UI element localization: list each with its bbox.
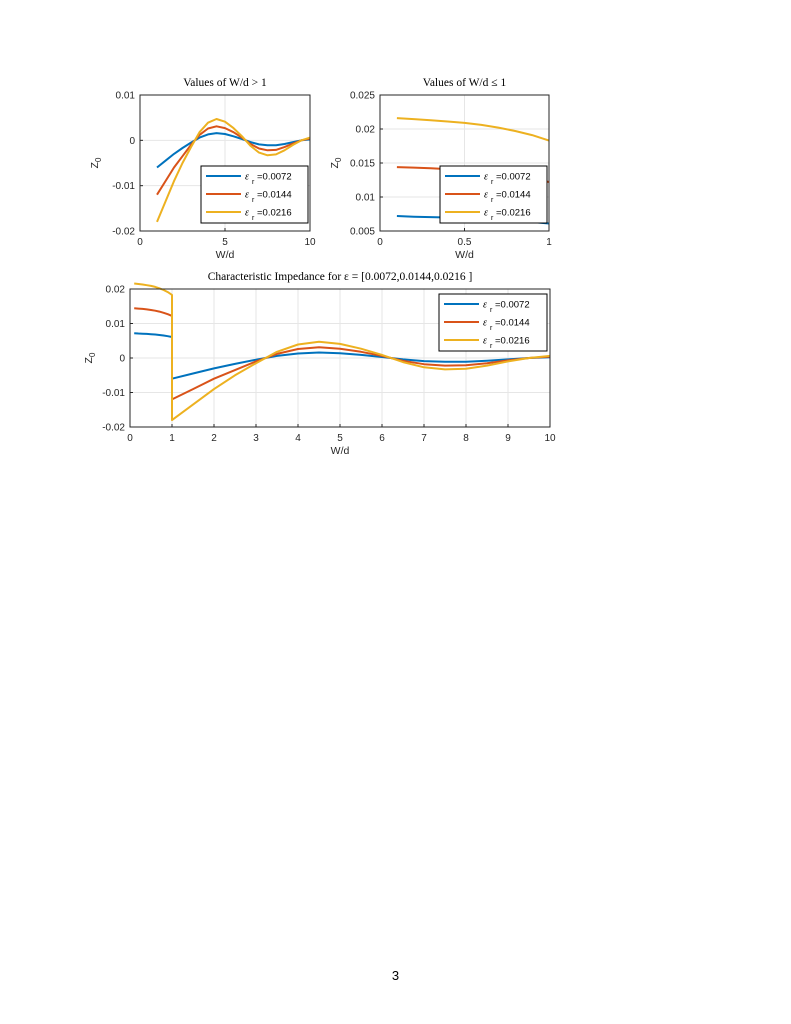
legend-epsilon: ε <box>484 189 488 201</box>
legend-subscript: r <box>490 343 493 350</box>
x-axis-label: W/d <box>215 249 235 261</box>
legend-subscript: r <box>491 179 494 186</box>
chart-title: Values of W/d ≤ 1 <box>422 77 507 89</box>
legend-epsilon: ε <box>484 171 488 183</box>
chart-3 <box>83 271 556 457</box>
y-tick-label: 0 <box>119 353 125 365</box>
x-tick-label: 3 <box>253 433 259 444</box>
legend-label-1: =0.0072 <box>257 171 292 183</box>
legend-subscript: r <box>491 197 494 204</box>
legend-label-2: =0.0144 <box>495 317 530 329</box>
x-tick-label: 5 <box>222 237 228 248</box>
x-tick-label: 1 <box>169 433 175 444</box>
legend-subscript: r <box>490 307 493 314</box>
x-tick-label: 6 <box>379 433 385 444</box>
legend <box>439 294 547 351</box>
y-tick-label: 0.015 <box>349 158 375 170</box>
x-tick-label: 1 <box>546 237 552 248</box>
legend-label-3: =0.0216 <box>495 335 530 347</box>
legend-subscript: r <box>252 215 255 222</box>
x-tick-label: 10 <box>304 237 316 248</box>
y-tick-label: 0.02 <box>105 284 125 296</box>
y-axis-label: $Z_0$ <box>89 157 103 169</box>
page-number: 3 <box>391 968 400 983</box>
x-tick-label: 7 <box>421 433 427 444</box>
chart-title: Values of W/d > 1 <box>183 77 267 89</box>
x-tick-label: 0 <box>127 433 133 444</box>
y-tick-label: 0.025 <box>349 90 375 102</box>
y-tick-label: 0.01 <box>105 319 125 330</box>
legend-epsilon: ε <box>483 335 487 347</box>
chart-title: Characteristic Impedance for ε = [0.0072,0.0144,0.0216 ] <box>207 271 473 283</box>
y-tick-label: 0.01 <box>355 192 375 204</box>
y-tick-label: -0.01 <box>102 388 125 399</box>
legend-subscript: r <box>490 325 493 332</box>
legend-epsilon: ε <box>484 207 488 219</box>
legend-label-2: =0.0144 <box>496 189 531 201</box>
legend-epsilon: ε <box>483 317 487 329</box>
chart-2 <box>329 77 552 261</box>
y-tick-label: -0.02 <box>112 226 135 238</box>
y-tick-label: -0.01 <box>112 181 135 193</box>
legend-subscript: r <box>252 179 255 186</box>
x-tick-label: 0 <box>377 237 383 248</box>
x-tick-label: 10 <box>544 433 556 444</box>
y-axis-label: $Z_0$ <box>329 157 343 169</box>
x-tick-label: 0 <box>137 237 143 248</box>
y-tick-label: 0.005 <box>349 226 375 238</box>
y-tick-label: -0.02 <box>102 422 125 434</box>
legend-label-1: =0.0072 <box>495 299 530 311</box>
x-tick-label: 9 <box>505 433 511 444</box>
x-tick-label: 0.5 <box>457 237 472 248</box>
legend-epsilon: ε <box>245 171 249 183</box>
legend <box>440 166 547 223</box>
legend-epsilon: ε <box>245 207 249 219</box>
x-axis-label: W/d <box>330 445 350 457</box>
x-tick-label: 2 <box>211 433 217 444</box>
x-tick-label: 4 <box>295 433 301 444</box>
legend-label-1: =0.0072 <box>496 171 531 183</box>
legend-label-2: =0.0144 <box>257 189 292 201</box>
y-tick-label: 0.01 <box>115 90 135 102</box>
legend-subscript: r <box>252 197 255 204</box>
chart-1 <box>89 77 316 261</box>
legend-epsilon: ε <box>245 189 249 201</box>
y-axis-label: $Z_0$ <box>83 352 97 364</box>
legend-epsilon: ε <box>483 299 487 311</box>
x-tick-label: 5 <box>337 433 343 444</box>
x-tick-label: 8 <box>463 433 469 444</box>
legend-label-3: =0.0216 <box>257 207 292 219</box>
x-axis-label: W/d <box>455 249 474 261</box>
legend-label-3: =0.0216 <box>496 207 531 219</box>
y-tick-label: 0 <box>129 135 135 147</box>
y-tick-label: 0.02 <box>355 124 375 136</box>
legend-subscript: r <box>491 215 494 222</box>
legend <box>201 166 308 223</box>
